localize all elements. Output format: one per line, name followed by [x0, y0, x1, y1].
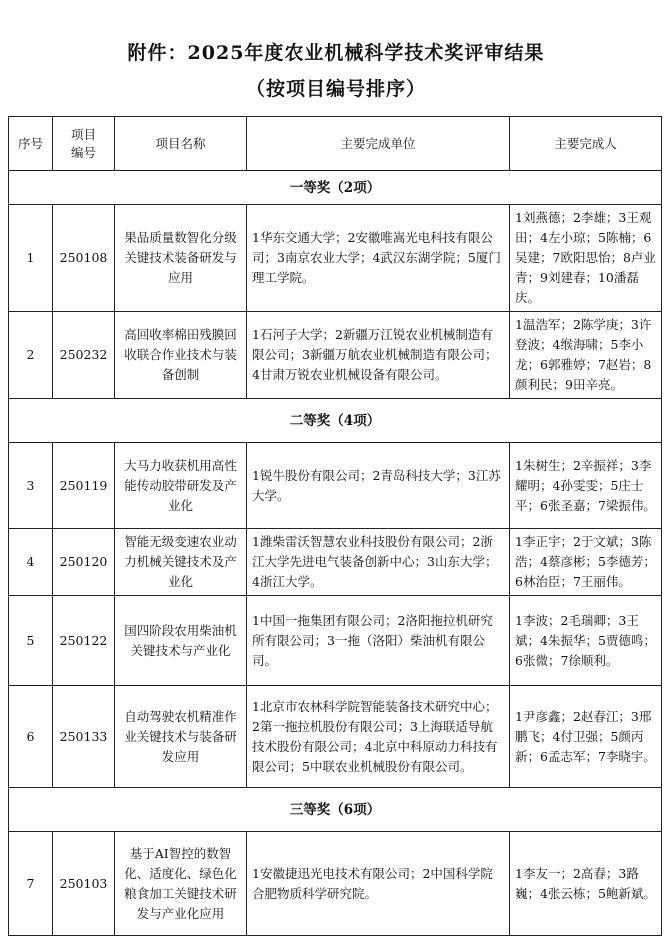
row-units: 1北京市农林科学院智能装备技术研究中心；2第一拖拉机股份有限公司；3上海联适导航技术股份有限公司；4北京中科原动力科技有限公司；5中联农业机械股份有限公司。: [247, 686, 510, 788]
document-title: 附件：2025年度农业机械科学技术奖评审结果: [127, 42, 545, 64]
row-people: 1刘燕德；2李雄；3王观田；4左小琼；5陈楠；6吴建；7欧阳思怡；8卢业青；9刘建春；10潘磊庆。: [510, 205, 662, 312]
row-seq: 6: [9, 686, 53, 788]
section-label: 一等奖（2项）: [9, 171, 662, 205]
row-units: 1锐牛股份有限公司；2青岛科技大学；3江苏大学。: [247, 443, 510, 529]
row-seq: 3: [9, 443, 53, 529]
section-label: 三等奖（6项）: [9, 788, 662, 832]
row-code: 250120: [53, 529, 115, 596]
row-code: 250108: [53, 205, 115, 312]
row-name: 自动驾驶农机精准作业关键技术与装备研发应用: [115, 686, 247, 788]
row-units: 1中国一拖集团有限公司；2洛阳拖拉机研究所有限公司；3一拖（洛阳）柴油机有限公司。: [247, 596, 510, 686]
row-people: 1温浩军；2陈学庚；3许登波；4缑海啸；5李小龙；6郭雅婷；7赵岩；8颜利民；9田辛亮。: [510, 312, 662, 399]
row-units: 1安徽捷迅光电技术有限公司；2中国科学院合肥物质科学研究院。: [247, 832, 510, 936]
table-row: [9, 312, 662, 399]
row-units: 1潍柴雷沃智慧农业科技股份有限公司；2浙江大学先进电气装备创新中心；3山东大学；4浙江大学。: [247, 529, 510, 596]
row-name: 智能无级变速农业动力机械关键技术及产业化: [115, 529, 247, 596]
row-code: 250122: [53, 596, 115, 686]
row-name: 基于AI智控的数智化、适度化、绿色化粮食加工关键技术研发与产业化应用: [115, 832, 247, 936]
table-row: [9, 596, 662, 686]
table-row: [9, 686, 662, 788]
section-label: 二等奖（4项）: [9, 399, 662, 443]
row-seq: 2: [9, 312, 53, 399]
row-code: 250119: [53, 443, 115, 529]
row-seq: 1: [9, 205, 53, 312]
section-row: [9, 171, 662, 205]
row-name: 高回收率棉田残膜回收联合作业技术与装备创制: [115, 312, 247, 399]
row-people: 1李波；2毛瑞卿；3王斌；4朱振华；5贾德鸣；6张微；7徐顺利。: [510, 596, 662, 686]
row-name: 国四阶段农用柴油机关键技术与产业化: [115, 596, 247, 686]
row-people: 1尹彦鑫；2赵春江；3邢鹏飞；4付卫强；5颜丙新；6孟志军；7李晓宇。: [510, 686, 662, 788]
row-name: 果品质量数智化分级关键技术装备研发与应用: [115, 205, 247, 312]
row-people: 1李友一；2高春；3路巍；4张云栋；5鲍新斌。: [510, 832, 662, 936]
table-row: [9, 832, 662, 936]
row-people: 1李正宇；2于文斌；3陈浩；4蔡彦彬；5李德芳；6林治臣；7王丽伟。: [510, 529, 662, 596]
row-units: 1石河子大学；2新疆万江锐农业机械制造有限公司；3新疆万航农业机械制造有限公司；4甘肃万锐农业机械设备有限公司。: [247, 312, 510, 399]
table-row: [9, 529, 662, 596]
section-row: [9, 399, 662, 443]
row-people: 1朱树生；2辛振祥；3李耀明；4孙雯雯；5庄士平；6张圣嘉；7梁振伟。: [510, 443, 662, 529]
header-seq: 序号: [9, 117, 53, 171]
row-code: 250133: [53, 686, 115, 788]
row-seq: 5: [9, 596, 53, 686]
document-subtitle: （按项目编号排序）: [245, 78, 426, 100]
row-seq: 7: [9, 832, 53, 936]
table-row: [9, 443, 662, 529]
table-header-row: [9, 117, 662, 171]
header-name: 项目名称: [115, 117, 247, 171]
header-units: 主要完成单位: [247, 117, 510, 171]
row-units: 1华东交通大学；2安徽唯嵩光电科技有限公司；3南京农业大学；4武汉东湖学院；5厦门理工学院。: [247, 205, 510, 312]
header-people: 主要完成人: [510, 117, 662, 171]
row-code: 250103: [53, 832, 115, 936]
row-code: 250232: [53, 312, 115, 399]
section-row: [9, 788, 662, 832]
row-name: 大马力收获机用高性能传动胶带研发及产业化: [115, 443, 247, 529]
results-table: [8, 116, 662, 936]
row-seq: 4: [9, 529, 53, 596]
table-row: [9, 205, 662, 312]
header-code: 项目编号: [53, 117, 115, 171]
